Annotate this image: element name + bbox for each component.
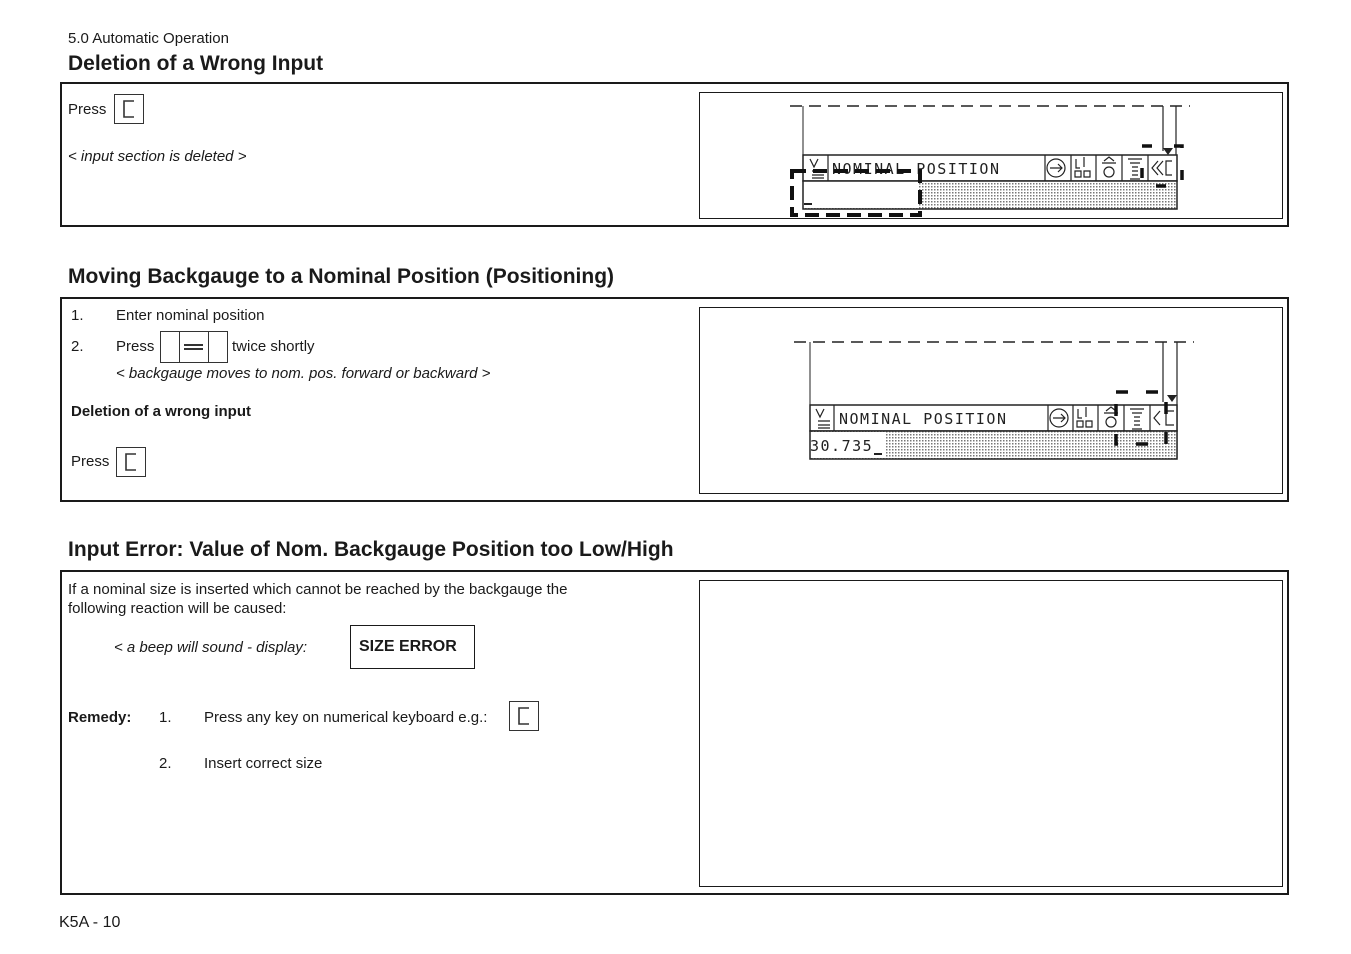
section-title-moving: Moving Backgauge to a Nominal Position (Positioning) (68, 265, 615, 288)
remedy-label: Remedy: (68, 709, 132, 726)
lcd-display-deletion (700, 93, 1284, 220)
remedy-2-text: Insert correct size (204, 755, 323, 772)
subheading-deletion: Deletion of a wrong input (71, 403, 251, 420)
panel-moving (60, 297, 1289, 502)
beep-text: < a beep will sound - display: (114, 639, 308, 656)
step-1-num: 1. (71, 307, 84, 324)
section-title-deletion: Deletion of a Wrong Input (68, 52, 324, 75)
step-2-after: twice shortly (232, 338, 315, 355)
step-1-text: Enter nominal position (116, 307, 265, 324)
chapter-header: 5.0 Automatic Operation (68, 30, 229, 47)
remedy-1-text: Press any key on numerical keyboard e.g.: (204, 709, 488, 726)
clear-key-icon[interactable] (509, 701, 539, 731)
remedy-2-num: 2. (159, 755, 172, 772)
page-number: K5A - 10 (59, 914, 121, 931)
press-label: Press (68, 101, 107, 118)
lcd-value: 30.735 (810, 437, 874, 455)
lcd-screen-moving (699, 307, 1283, 494)
result-text: < input section is deleted > (68, 148, 247, 165)
clear-key-icon[interactable] (114, 94, 144, 124)
panel-deletion (60, 82, 1289, 227)
section-title-error: Input Error: Value of Nom. Backgauge Position too Low/High (68, 538, 674, 561)
clear-key-icon[interactable] (116, 447, 146, 477)
press-label-2: Press (71, 453, 110, 470)
empty-screen-area (699, 580, 1283, 887)
error-intro-line2: following reaction will be caused: (68, 600, 287, 617)
remedy-1-num: 1. (159, 709, 172, 726)
error-intro-line1: If a nominal size is inserted which cannot be reached by the backgauge the (68, 581, 568, 598)
size-error-text: SIZE ERROR (359, 638, 457, 655)
panel-error (60, 570, 1289, 895)
moving-result: < backgauge moves to nom. pos. forward or backward > (116, 365, 491, 382)
position-key-icon[interactable] (160, 331, 228, 363)
step-2-num: 2. (71, 338, 84, 355)
lcd-screen-deletion (699, 92, 1283, 219)
lcd-display-moving (700, 308, 1284, 495)
lcd-label: NOMINAL POSITION (839, 410, 1008, 428)
size-error-display (350, 625, 475, 669)
lcd-label: NOMINAL POSITION (832, 160, 1001, 178)
step-2-press: Press (116, 338, 155, 355)
